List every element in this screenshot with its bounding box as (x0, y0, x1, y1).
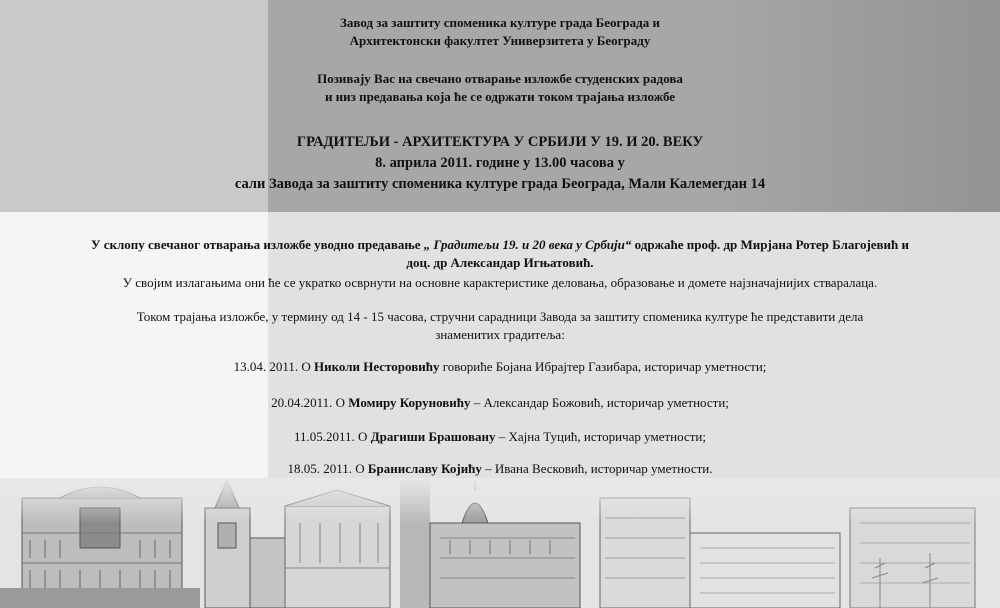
invitation-line-2: и низ предавања која ће се одржати током трајања изложбе (324, 89, 676, 104)
lecture-prefix: У склопу свечаног отварања изложбе уводно предавање (90, 237, 424, 252)
opening-lecture (0, 236, 1000, 272)
event-subject: Браниславу Којићу (367, 461, 482, 476)
event-item (0, 460, 1000, 478)
opening-venue: сали Завода за заштиту споменика културе града Београда, Мали Калемегдан 14 (234, 176, 766, 192)
event-presenter: говориће Бојана Ибрајтер Газибара, историчар уметности; (439, 359, 767, 374)
event-date: 11.05.2011. О (294, 429, 371, 444)
organizers-heading (0, 14, 1000, 50)
event-item (0, 358, 1000, 376)
event-subject: Драгиши Брашовану (370, 429, 496, 444)
exhibition-title: ГРАДИТЕЉИ - АРХИТЕКТУРА У СРБИЈИ У 19. И 20. ВЕКУ (296, 134, 704, 150)
program-intro: Током трајања изложбе, у термину од 14 - 15 часова, стручни сарадници Завода за заштиту споменика културе ће представити дела знаменитих градитеља: (136, 309, 864, 342)
invitation-line-1: Позивају Вас на свечано отварање изложбе студенских радова (317, 71, 683, 86)
event-date: 13.04. 2011. О (233, 359, 314, 374)
event-item (0, 428, 1000, 446)
event-subject: Николи Несторовићу (313, 359, 440, 374)
buildings-photo-strip (0, 478, 1000, 608)
lecture-description: У својим излагањима они ће се укратко осврнути на основне карактеристике деловања, образовање и домете најзначајнијих стваралаца. (122, 275, 878, 290)
lecture-title: „ Градитељи 19. и 20 века у Србији“ (423, 237, 632, 252)
event-presenter: – Александар Божовић, историчар уметности; (470, 395, 729, 410)
event-presenter: – Хајна Туцић, историчар уметности; (495, 429, 706, 444)
buildings-illustration (0, 478, 1000, 608)
invitation-text (0, 70, 1000, 106)
event-date: 18.05. 2011. О (287, 461, 368, 476)
event-subject: Момиру Коруновићу (348, 395, 471, 410)
opening-date: 8. априла 2011. године у 13.00 часова у (375, 155, 625, 171)
event-item (0, 394, 1000, 412)
organizer-line-1: Завод за заштиту споменика културе града Београда и (340, 15, 660, 30)
organizer-line-2: Архитектонски факултет Универзитета у Београду (349, 33, 651, 48)
exhibition-title-block (0, 132, 1000, 195)
event-presenter: – Ивана Весковић, историчар уметности. (481, 461, 713, 476)
lecture-speakers: одржаће проф. др Мирјана Ротер Благојевић и доц. др Александар Игњатовић. (406, 237, 910, 270)
event-date: 20.04.2011. О (271, 395, 349, 410)
